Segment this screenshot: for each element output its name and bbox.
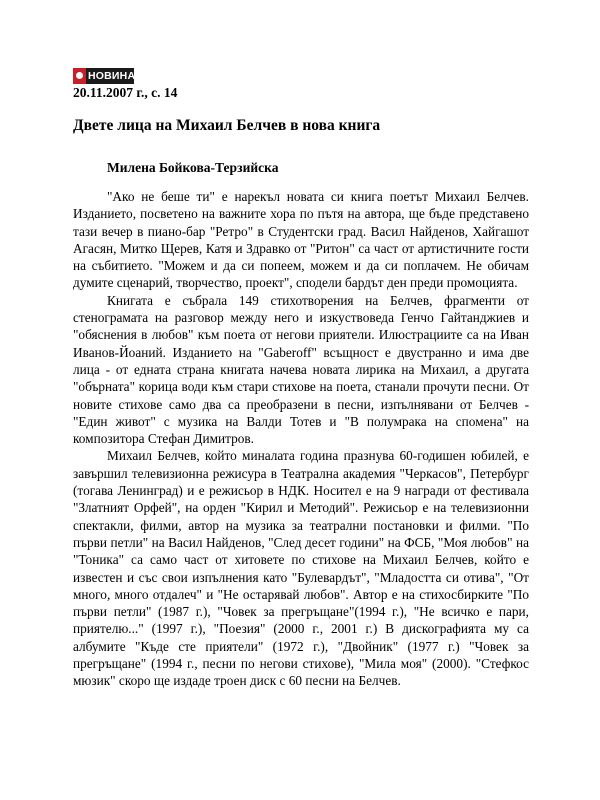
newspaper-logo-text: НОВИНАР xyxy=(88,70,143,82)
article-paragraph: "Ако не беше ти" е нарекъл новата си книга поетът Михаил Белчев. Изданието, посветено на важните хора по пътя на автора, ще бъде представено тази вечер в пиано-бар "Ретро" в Студентски град. Васил Найденов, Хайгашот Агасян, Митко Щерев, Катя и Здравко от "Ритон" са част от артистичните гости на събитието. "Можем и да си попеем, можем и да си поплачем. Не обичам думите сценарий, творчество, проект", сподели бардът ден преди промоцията. xyxy=(73,189,529,291)
article-author: Милена Бойкова-Терзийска xyxy=(107,160,279,175)
source-date-page: 20.11.2007 г., с. 14 xyxy=(73,85,178,100)
newspaper-logo-icon xyxy=(73,68,86,84)
newspaper-logo xyxy=(73,68,143,84)
article-paragraph: Михаил Белчев, който миналата година празнува 60-годишен юбилей, е завършил телевизионна режисура в Театрална академия "Черкасов", Петербург (тогава Ленинград) и е режисьор в НДК. Носител е на 9 награди от фестивала "Златният Орфей", на орден "Кирил и Методий". Режисьор е на телевизионни спектакли, филми, автор на музика за театрални постановки и филми. "По първи петли" на Васил Найденов, "След десет години" на ФСБ, "Моя любов" на "Тоника" са само част от хитовете по стихове на Михаил Белчев, който е известен и със свои изпълнения като "Булевардът", "Младостта си отива", "От много, много отдалеч" и "Не остарявай любов". Автор е на стихосбирките "По първи петли" (1987 г.), "Човек за прегръщане"(1994 г.), "Не всичко е пари, приятелю..." (1997 г.), "Поезия" (2000 г., 2001 г.) В дискографията му са албумите "Къде сте приятели" (1972 г.), "Двойник" (1977 г.) "Човек за прегръщане" (1994 г., песни по негови стихове), "Мила моя" (2000). "Стефкос мюзик" скоро ще издаде троен диск с 60 песни на Белчев. xyxy=(73,448,529,689)
article-headline: Двете лица на Михаил Белчев в нова книга xyxy=(73,117,381,134)
article-paragraph: Книгата е събрала 149 стихотворения на Белчев, фрагменти от стенограмата на разговор между него и изкуствоведа Генчо Гайтанджиев и "обяснения в любов" към поета от негови приятели. Илюстрациите са на Иван Иванов-Йоаний. Изданието на "Gaberoff" всъщност е двустранно и има две лица - от едната страна книгата начева новата лирика на Михаил, а другата "обърната" корица води към стари стихове на поета, станали прочути песни. От новите стихове само два са преобразени в песни, изпълнявани от Белчев - "Един живот" с музика на Валди Тотев и "В полумрака на спомена" на композитора Стефан Димитров. xyxy=(73,292,529,447)
article-body xyxy=(73,188,529,690)
